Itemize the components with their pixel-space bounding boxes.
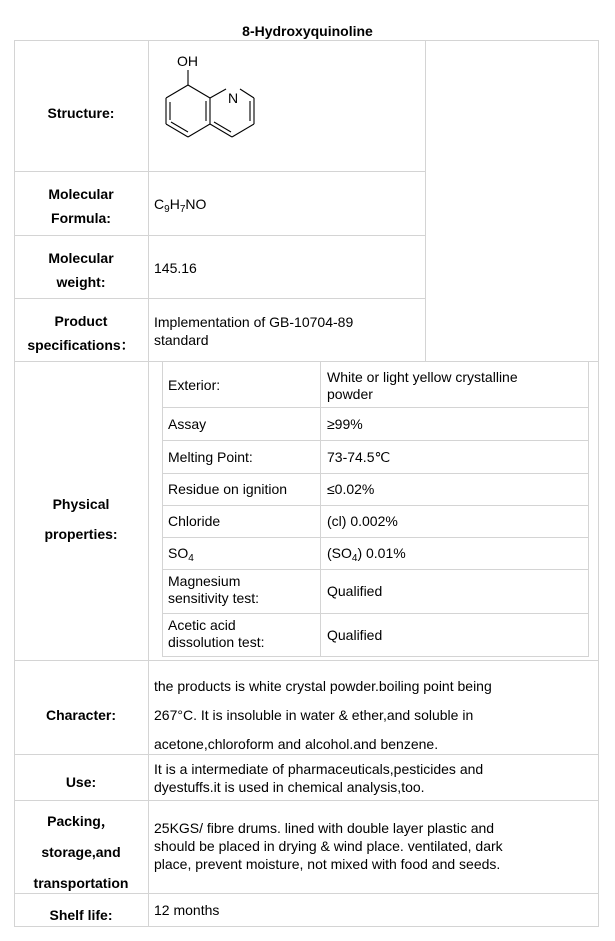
upper-right-divider bbox=[425, 40, 426, 362]
hydroxyl-atom-label: OH bbox=[177, 53, 198, 69]
inner-row-divider bbox=[162, 537, 589, 538]
row-divider bbox=[14, 171, 426, 172]
molecular-formula: $C_9H_7NO$ bbox=[154, 196, 207, 215]
formula-label: Molecular Formula: bbox=[48, 186, 114, 226]
table-border-right bbox=[598, 40, 599, 927]
inner-row-divider bbox=[162, 473, 589, 474]
property-name-melting-point: Melting Point: bbox=[168, 449, 253, 465]
nitrogen-atom-label: N bbox=[228, 90, 239, 106]
inner-table-border-right bbox=[588, 361, 589, 656]
inner-table-border-left bbox=[162, 361, 163, 656]
character-label: Character: bbox=[45, 707, 117, 723]
property-value-residue: ≤0.02% bbox=[327, 481, 375, 497]
label-column-divider bbox=[148, 40, 149, 927]
quinoline-ring-bonds bbox=[166, 70, 254, 137]
property-name-residue: Residue on ignition bbox=[168, 481, 288, 497]
table-border-top bbox=[14, 40, 599, 41]
property-value-so4: $(SO_4)$ 0.01% bbox=[327, 545, 406, 564]
structure-diagram bbox=[158, 50, 288, 160]
character-value: the products is white crystal powder.boiling point being 267°C. It is insoluble in water & ether,and soluble in acetone,chloroform and alcohol.and benzene. bbox=[154, 678, 492, 752]
inner-row-divider bbox=[162, 440, 589, 441]
property-name-chloride: Chloride bbox=[168, 513, 221, 529]
row-divider bbox=[14, 235, 426, 236]
structure-label: Structure: bbox=[47, 105, 115, 121]
specifications-label: Product specifications： bbox=[27, 313, 135, 353]
shelf-life-label: Shelf life: bbox=[49, 907, 113, 923]
molecular-weight-value: 145.16 bbox=[154, 260, 197, 276]
use-label: Use: bbox=[65, 774, 97, 790]
property-value-acetic-acid: Qualified bbox=[327, 627, 383, 643]
inner-row-divider bbox=[162, 505, 589, 506]
property-value-chloride: (cl) 0.002% bbox=[327, 513, 398, 529]
shelf-life-value: 12 months bbox=[154, 902, 220, 918]
property-name-assay: Assay bbox=[168, 416, 207, 432]
use-value: It is a intermediate of pharmaceuticals,pesticides and dyestuffs.it is used in chemical analysis,too. bbox=[154, 761, 484, 795]
property-name-magnesium: Magnesium sensitivity test: bbox=[168, 573, 260, 606]
inner-table-column-divider bbox=[320, 361, 321, 656]
property-value-exterior: White or light yellow crystalline powder bbox=[327, 369, 518, 402]
physical-properties-label: Physical properties: bbox=[44, 496, 118, 542]
row-divider bbox=[14, 361, 599, 362]
inner-row-divider bbox=[162, 569, 589, 570]
inner-row-divider bbox=[162, 407, 589, 408]
row-divider bbox=[14, 800, 599, 801]
property-value-magnesium: Qualified bbox=[327, 583, 383, 599]
property-value-assay: ≥99% bbox=[327, 416, 363, 432]
property-name-exterior: Exterior: bbox=[168, 377, 221, 393]
specifications-value: Implementation of GB-10704-89 standard bbox=[154, 314, 354, 348]
weight-label: Molecular weight: bbox=[48, 250, 114, 290]
row-divider bbox=[14, 298, 426, 299]
property-value-melting-point: 73-74.5℃ bbox=[327, 449, 391, 465]
inner-row-divider bbox=[162, 613, 589, 614]
property-name-so4: $SO_4$ bbox=[168, 545, 194, 564]
property-name-acetic-acid: Acetic acid dissolution test: bbox=[168, 617, 265, 650]
inner-table-border-bottom bbox=[162, 656, 589, 657]
row-divider bbox=[14, 660, 599, 661]
packing-label: Packing， storage,and transportation bbox=[33, 813, 129, 891]
page-title: 8-Hydroxyquinoline bbox=[242, 23, 373, 39]
packing-value: 25KGS/ fibre drums. lined with double layer plastic and should be placed in drying & wind place. ventilated, dark place, prevent moisture, not mixed with food and seeds. bbox=[154, 820, 503, 872]
